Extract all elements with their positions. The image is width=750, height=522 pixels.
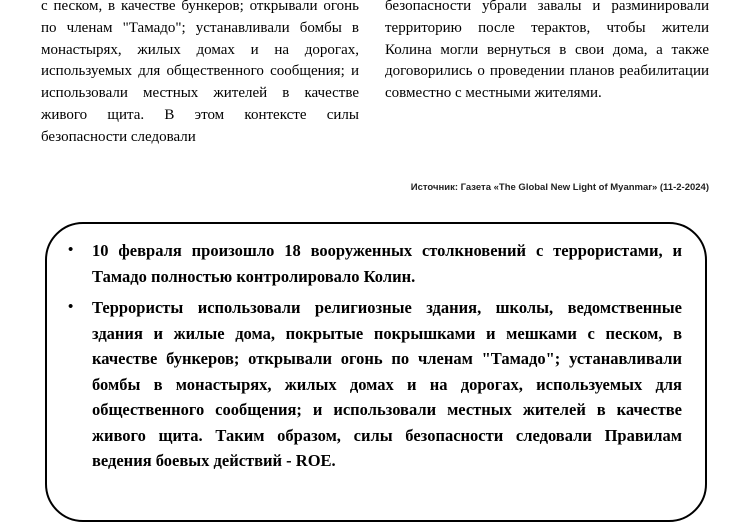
right-column (385, 0, 709, 105)
left-column-text: с песком, в качестве бункеров; открывали огонь по членам "Тамадо"; устанавливали бомбы в монастырях, жилых домах и на дорогах, используемых для общественного сообщения; и использовали местных жителей в качестве живого щита. В этом контексте силы безопасности следовали (41, 0, 359, 145)
bullet-icon: • (68, 242, 74, 258)
summary-list (68, 238, 682, 480)
summary-item-text: 10 февраля произошло 18 вооруженных столкновений с террористами, и Тамадо полностью контролировало Колин. (92, 241, 682, 286)
summary-item-text: Террористы использовали религиозные здания, школы, ведомственные здания и жилые дома, покрытые покрышками и мешками с песком, в качестве бункеров; открывали огонь по членам "Тамадо"; устанавливали бомбы в монастырях, жилых домах и на дорогах, используемых для общественного сообщения; и использовали местных жителей в качестве живого щита. Таким образом, силы безопасности следовали Правилам ведения боевых действий - ROE. (92, 298, 682, 470)
summary-item (68, 238, 682, 289)
left-column (41, 0, 359, 149)
right-column-text: безопасности убрали завалы и разминировали территорию после терактов, чтобы жители Колина могли вернуться в свои дома, а также договорились о проведении планов реабилитации совместно с местными жителями. (385, 0, 709, 102)
source-citation: Источник: Газета «The Global New Light of Myanmar» (11-2-2024) (410, 182, 709, 193)
summary-item (68, 295, 682, 474)
bullet-icon: • (68, 299, 74, 315)
